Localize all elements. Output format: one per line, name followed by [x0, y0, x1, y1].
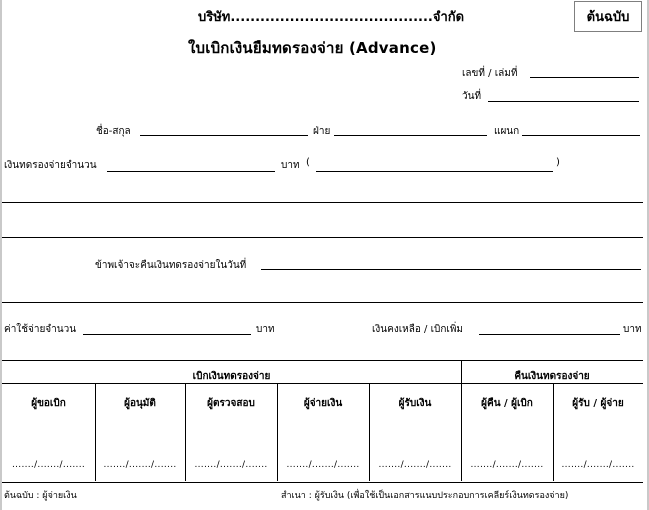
col-header-approver: ผู้อนุมัติ — [124, 398, 156, 409]
department-field[interactable] — [334, 124, 487, 136]
date-placeholder[interactable]: ......./......./....... — [470, 460, 544, 470]
col-header-auditor: ผู้ตรวจสอบ — [207, 398, 255, 409]
col-header-requester: ผู้ขอเบิก — [31, 398, 66, 409]
expense-amount-field[interactable] — [83, 322, 251, 335]
balance-label: เงินคงเหลือ / เบิกเพิ่ม — [372, 324, 464, 335]
return-date-field[interactable] — [261, 258, 641, 270]
department-label: ฝ่าย — [313, 126, 331, 137]
date-placeholder[interactable]: ......./......./....... — [194, 460, 268, 470]
balance-field[interactable] — [479, 322, 620, 335]
blank-line-3[interactable] — [2, 302, 643, 303]
advance-baht-label: บาท — [281, 160, 300, 171]
doc-no-label: เลขที่ / เล่มที่ — [462, 68, 518, 79]
col-header-returner: ผู้คืน / ผู้เบิก — [481, 398, 533, 409]
balance-baht-label: บาท — [623, 324, 642, 335]
date-placeholder[interactable]: ......./......./....... — [103, 460, 177, 470]
col-header-payer: ผู้จ่ายเงิน — [303, 398, 343, 409]
withdraw-group-header: เบิกเงินทดรองจ่าย — [192, 371, 271, 382]
date-label: วันที่ — [462, 91, 482, 102]
original-copy-label: ต้นฉบับ — [586, 10, 630, 25]
col-header-return-receiver: ผู้รับ / ผู้จ่าย — [572, 398, 624, 409]
expense-baht-label: บาท — [256, 324, 275, 335]
date-field[interactable] — [488, 89, 639, 102]
form-title: ใบเบิกเงินยืมทดรองจ่าย (Advance) — [188, 39, 437, 57]
blank-line-2[interactable] — [2, 237, 643, 238]
date-placeholder[interactable]: ......./......./....... — [378, 460, 452, 470]
return-date-label: ข้าพเจ้าจะคืนเงินทดรองจ่ายในวันที่ — [95, 260, 247, 271]
company-name-line: บริษัท.........................................จำกัด — [198, 10, 465, 25]
original-copy-box — [574, 1, 642, 32]
doc-no-field[interactable] — [530, 66, 639, 78]
footer-original-note: ต้นฉบับ : ผู้จ่ายเงิน — [4, 491, 77, 501]
blank-line-1[interactable] — [2, 202, 643, 203]
date-placeholder[interactable]: ......./......./....... — [11, 460, 86, 470]
expense-amount-label: ค่าใช้จ่ายจำนวน — [4, 324, 77, 335]
paren-open: ( — [306, 157, 310, 168]
footer-copy-note: สำเนา : ผู้รับเงิน (เพื่อใช้เป็นเอกสารแนบประกอบการเคลียร์เงินทดรองจ่าย) — [281, 491, 569, 501]
return-group-header: คืนเงินทดรองจ่าย — [514, 371, 590, 382]
name-field[interactable] — [140, 124, 308, 136]
amount-in-words-field[interactable] — [316, 158, 553, 172]
section-label: แผนก — [494, 126, 520, 137]
advance-amount-label: เงินทดรองจ่ายจำนวน — [4, 160, 97, 171]
section-field[interactable] — [522, 124, 640, 136]
advance-amount-field[interactable] — [107, 158, 275, 172]
paren-close: ) — [556, 157, 560, 168]
date-placeholder[interactable]: ......./......./....... — [561, 460, 635, 470]
name-label: ชื่อ-สกุล — [96, 126, 131, 137]
col-header-receiver: ผู้รับเงิน — [398, 398, 432, 409]
date-placeholder[interactable]: ......./......./....... — [286, 460, 360, 470]
